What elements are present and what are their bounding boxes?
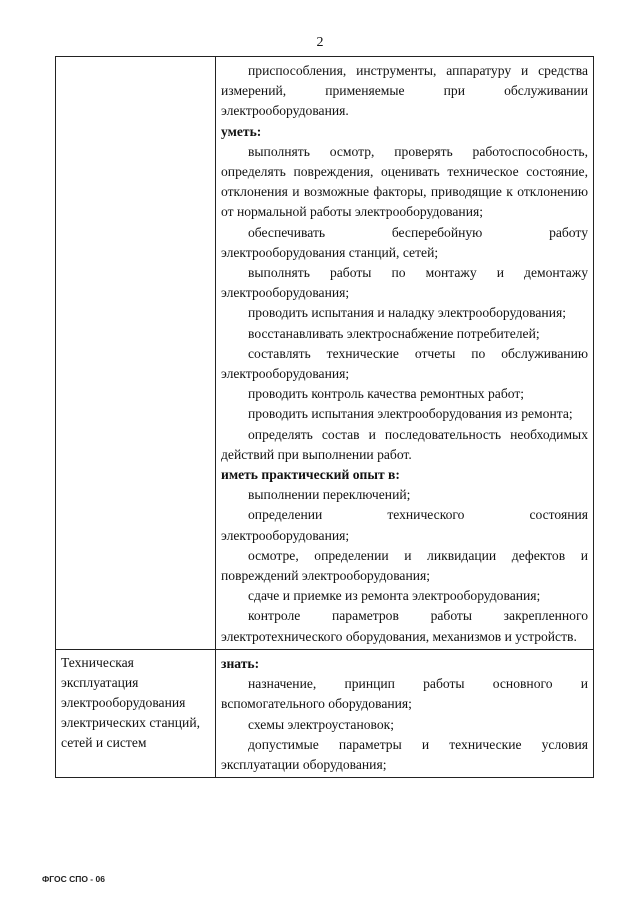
list-item: выполнении переключений; <box>248 487 411 503</box>
footer-code: ФГОС СПО - 06 <box>42 874 105 884</box>
section-heading-znat: знать: <box>221 655 260 671</box>
page-number: 2 <box>316 35 324 50</box>
list-item: определять состав и последовательность необходимых действий при выполнении работ. <box>221 426 588 462</box>
list-item: назначение, принцип работы основного и вспомогательного оборудования; <box>221 676 588 712</box>
table-row <box>56 57 594 650</box>
list-item: обеспечивать бесперебойную работу электрооборудования станций, сетей; <box>221 224 588 260</box>
list-item: выполнять работы по монтажу и демонтажу электрооборудования; <box>221 265 588 301</box>
list-item: проводить испытания электрооборудования из ремонта; <box>248 406 573 422</box>
list-item: схемы электроустановок; <box>248 716 395 732</box>
list-item: восстанавливать электроснабжение потребителей; <box>248 325 540 341</box>
section-title-cell <box>56 57 216 650</box>
section-title-cell: Техническая эксплуатация электрооборудования электрических станций, сетей и систем <box>56 649 216 777</box>
list-item: осмотре, определении и ликвидации дефектов и повреждений электрооборудования; <box>221 547 588 584</box>
section-heading-opyt: иметь практический опыт в: <box>221 467 400 483</box>
table-row <box>56 649 594 777</box>
list-item: приспособления, инструменты, аппаратуру и средства измерений, применяемые при обслуживании электрооборудования. <box>221 63 588 119</box>
requirements-cell <box>216 649 594 777</box>
competency-table <box>55 56 594 778</box>
requirements-cell <box>216 57 594 650</box>
list-item: составлять технические отчеты по обслуживанию электрооборудования; <box>221 345 588 382</box>
section-heading-umet: уметь: <box>221 123 262 139</box>
list-item: проводить контроль качества ремонтных работ; <box>248 386 525 402</box>
list-item: контроле параметров работы закрепленного электротехнического оборудования, механизмов и устройств. <box>221 608 588 644</box>
list-item: проводить испытания и наладку электрооборудования; <box>248 305 566 321</box>
list-item: выполнять осмотр, проверять работоспособность, определять повреждения, оценивать техническое состояние, отклонения и возможные факторы, приводящие к отклонению от нормальной работы электрооборудования; <box>221 143 588 220</box>
list-item: сдаче и приемке из ремонта электрооборудования; <box>248 588 541 604</box>
list-item: определении технического состояния электрооборудования; <box>221 507 588 543</box>
list-item: допустимые параметры и технические условия эксплуатации оборудования; <box>221 736 588 772</box>
